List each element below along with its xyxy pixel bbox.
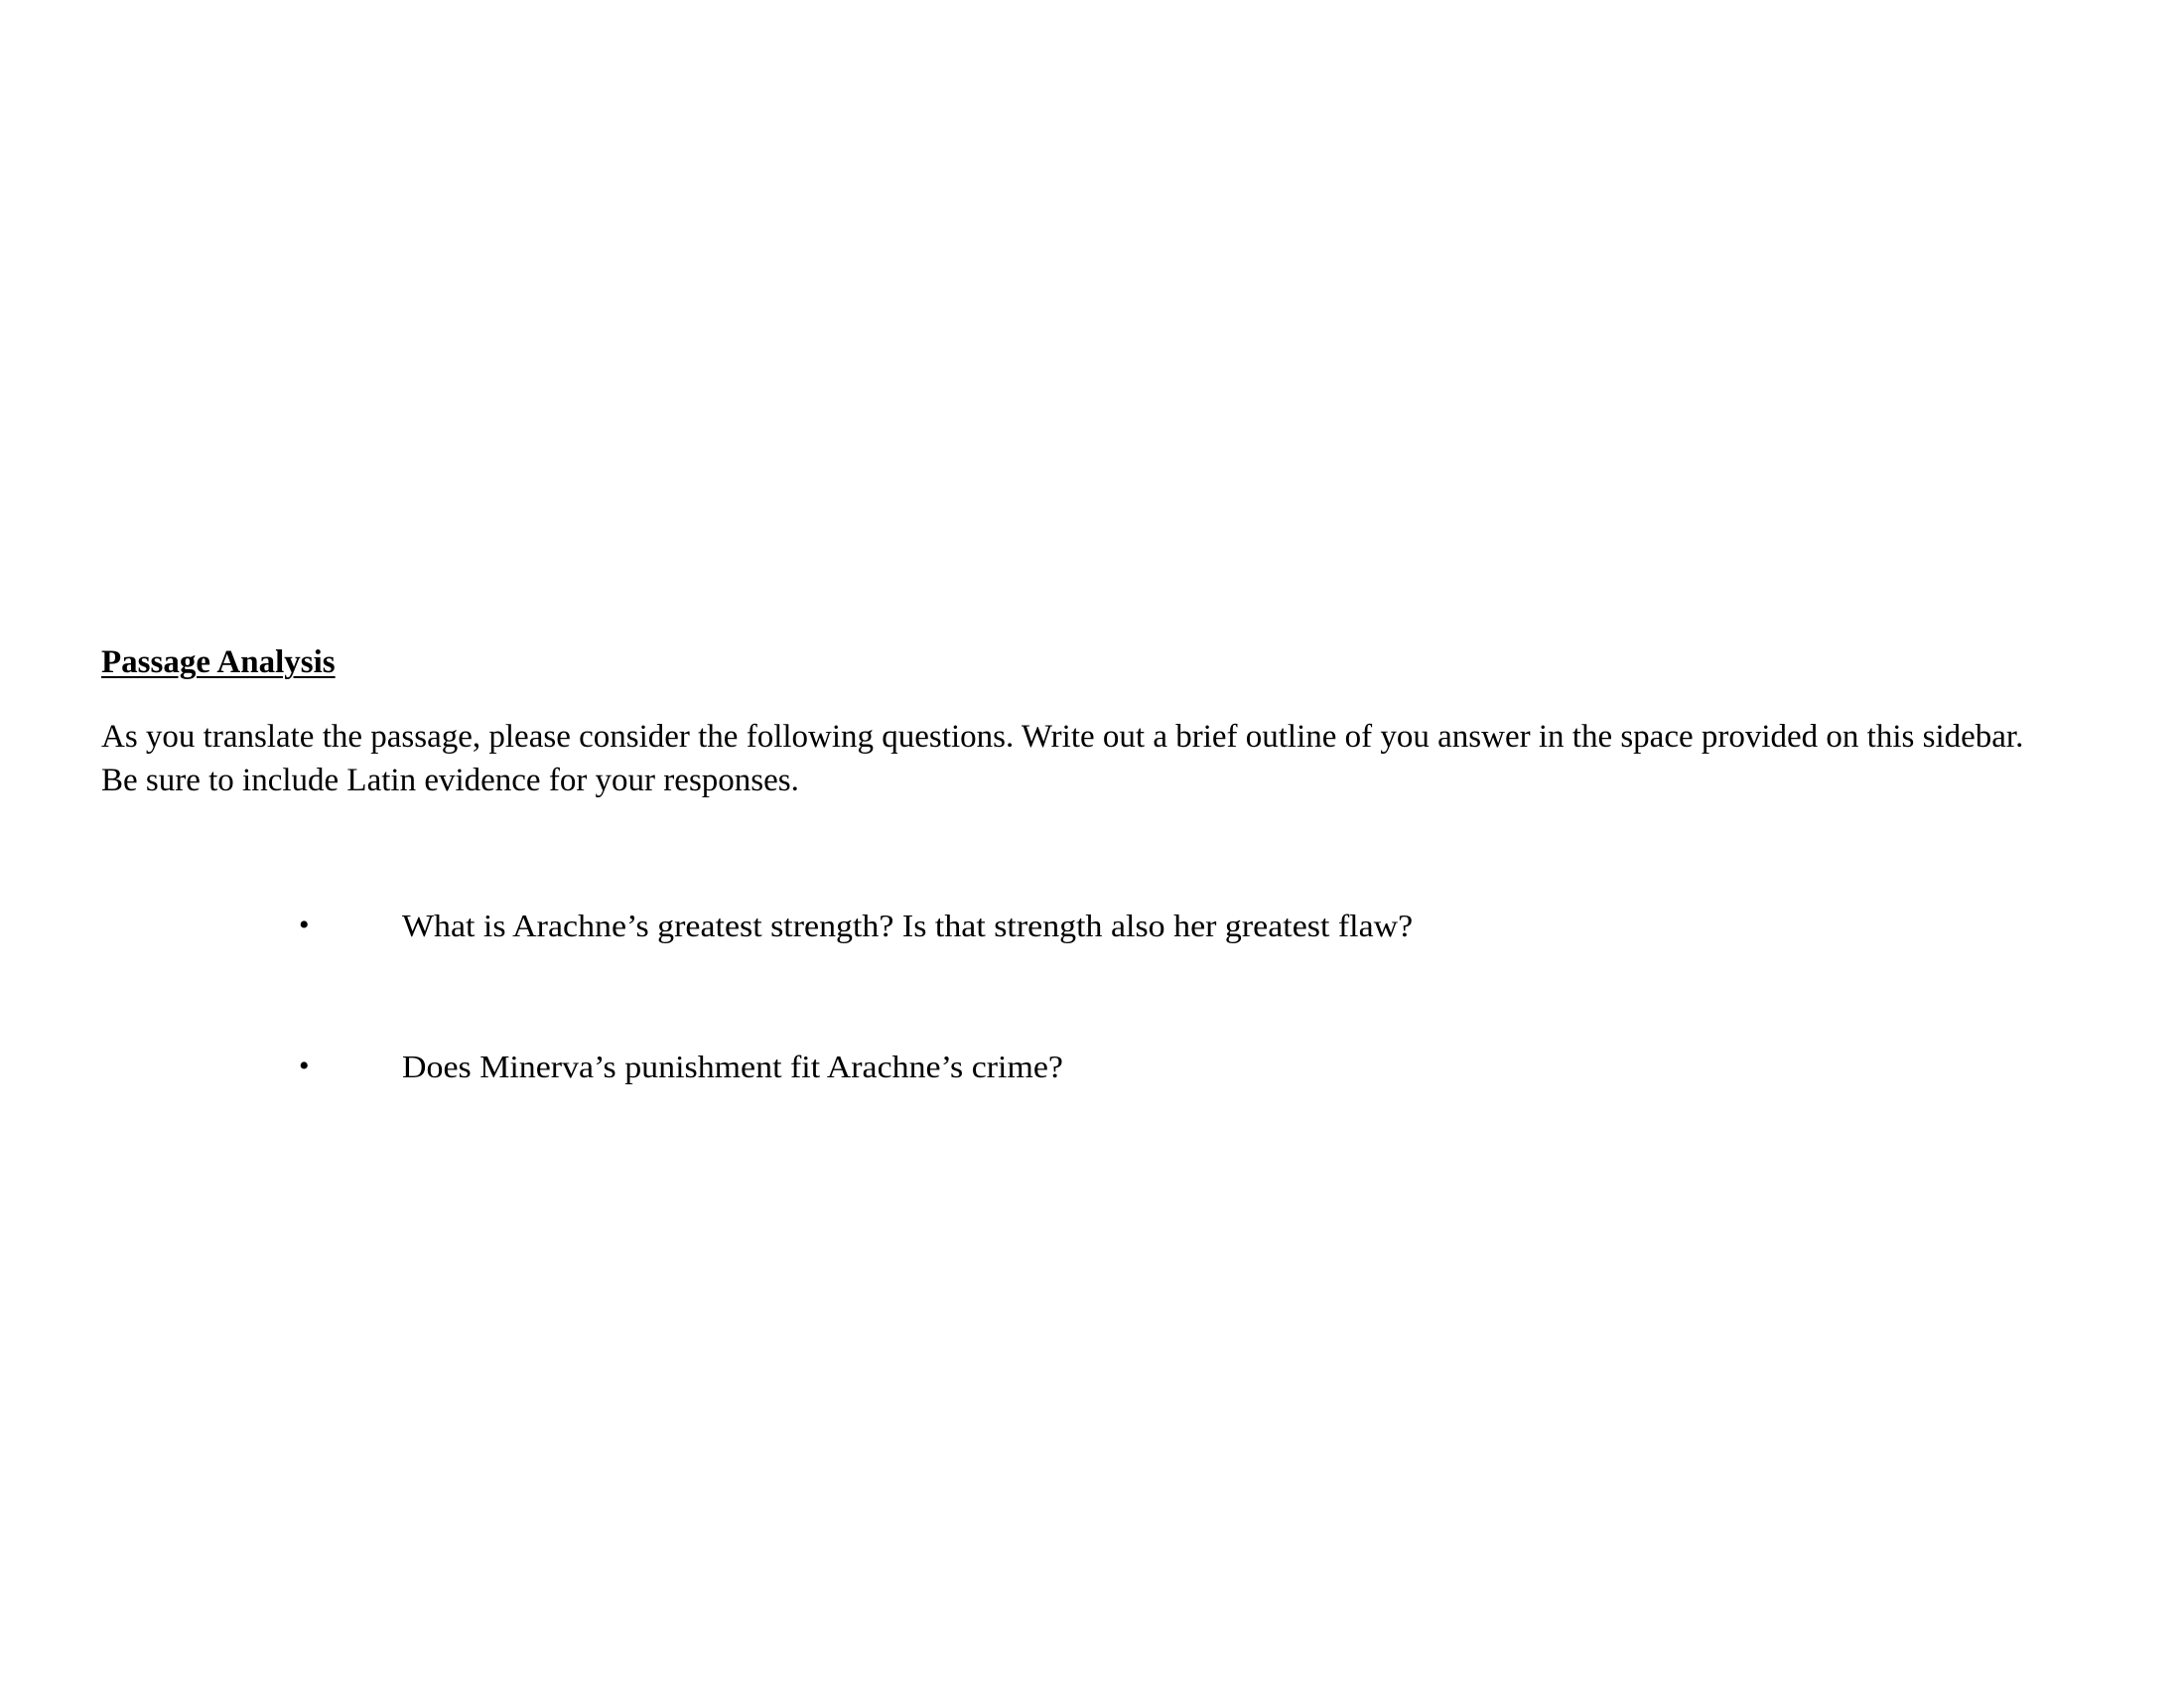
intro-paragraph	[101, 715, 2166, 802]
bullet-icon: •	[299, 1050, 310, 1082]
question-item	[0, 901, 2184, 950]
question-item	[0, 1042, 2184, 1091]
question-text: Does Minerva’s punishment fit Arachne’s crime?	[402, 1049, 1063, 1084]
intro-line: As you translate the passage, please consider the following questions. Write out a brief outline of you answer in the space provided on this sidebar.	[101, 719, 2024, 755]
bullet-icon: •	[299, 909, 310, 941]
intro-line: Be sure to include Latin evidence for your responses.	[101, 763, 799, 798]
section-heading: Passage Analysis	[101, 644, 336, 680]
question-text: What is Arachne’s greatest strength? Is that strength also her greatest flaw?	[402, 908, 1414, 943]
